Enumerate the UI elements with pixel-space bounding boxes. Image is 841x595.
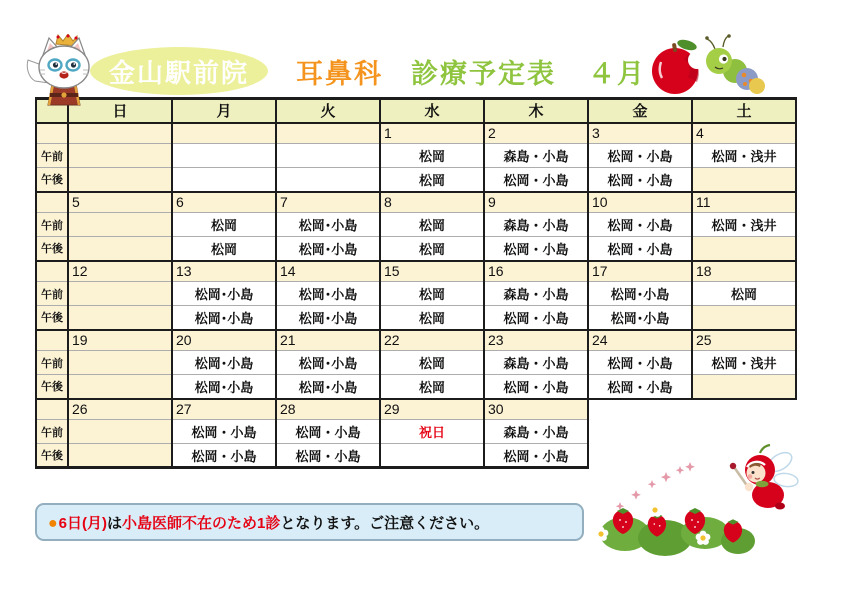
schedule-cell bbox=[692, 237, 796, 261]
date-cell: 13 bbox=[172, 261, 276, 282]
schedule-cell: 松岡･小島 bbox=[172, 375, 276, 399]
day-header-4: 木 bbox=[484, 99, 588, 123]
week-1-morning-row bbox=[36, 213, 796, 237]
schedule-cell: 松岡 bbox=[172, 237, 276, 261]
date-cell: 8 bbox=[380, 192, 484, 213]
schedule-cell: 松岡・小島 bbox=[588, 351, 692, 375]
date-cell: 4 bbox=[692, 123, 796, 144]
day-header-0: 日 bbox=[68, 99, 172, 123]
note-segment: ● bbox=[48, 514, 58, 532]
week-1-date-row bbox=[36, 192, 796, 213]
date-cell: 27 bbox=[172, 399, 276, 420]
date-cell: 5 bbox=[68, 192, 172, 213]
row-label-cell bbox=[36, 192, 68, 213]
date-cell: 17 bbox=[588, 261, 692, 282]
schedule-table-body bbox=[36, 99, 796, 468]
schedule-cell: 松岡･小島 bbox=[276, 237, 380, 261]
cat-king-mascot-icon bbox=[26, 34, 102, 106]
schedule-cell bbox=[692, 306, 796, 330]
schedule-cell: 松岡・小島 bbox=[276, 420, 380, 444]
row-label-cell bbox=[36, 261, 68, 282]
date-cell: 19 bbox=[68, 330, 172, 351]
strawberry-row-icon bbox=[593, 490, 758, 558]
schedule-cell: 松岡・小島 bbox=[484, 306, 588, 330]
schedule-cell bbox=[172, 144, 276, 168]
note-box bbox=[35, 503, 584, 541]
date-cell: 10 bbox=[588, 192, 692, 213]
date-cell: 22 bbox=[380, 330, 484, 351]
week-3-afternoon-row bbox=[36, 375, 796, 399]
date-cell bbox=[172, 123, 276, 144]
date-cell: 2 bbox=[484, 123, 588, 144]
schedule-cell: 松岡･小島 bbox=[588, 306, 692, 330]
schedule-table bbox=[35, 97, 797, 469]
schedule-cell: 松岡 bbox=[172, 213, 276, 237]
schedule-cell bbox=[692, 168, 796, 192]
schedule-cell bbox=[380, 444, 484, 468]
afternoon-label: 午後 bbox=[36, 306, 68, 330]
schedule-cell: 松岡 bbox=[380, 144, 484, 168]
schedule-cell bbox=[68, 375, 172, 399]
date-cell: 23 bbox=[484, 330, 588, 351]
schedule-cell: 松岡・小島 bbox=[588, 237, 692, 261]
schedule-cell: 松岡・小島 bbox=[484, 444, 588, 468]
date-cell: 26 bbox=[68, 399, 172, 420]
note-segment: 小島医師不在のため1診 bbox=[122, 514, 281, 532]
note-segment: 6日(月) bbox=[58, 514, 108, 532]
schedule-cell: 松岡・小島 bbox=[172, 444, 276, 468]
day-header-5: 金 bbox=[588, 99, 692, 123]
date-cell: 20 bbox=[172, 330, 276, 351]
week-0-date-row bbox=[36, 123, 796, 144]
clinic-name: 金山駅前院 bbox=[108, 57, 249, 88]
schedule-cell: 松岡 bbox=[380, 375, 484, 399]
schedule-cell: 松岡 bbox=[692, 282, 796, 306]
schedule-cell bbox=[68, 213, 172, 237]
date-cell: 24 bbox=[588, 330, 692, 351]
schedule-cell: 松岡･小島 bbox=[276, 306, 380, 330]
week-2-date-row bbox=[36, 261, 796, 282]
morning-label: 午前 bbox=[36, 351, 68, 375]
schedule-cell bbox=[68, 237, 172, 261]
note-text bbox=[48, 512, 489, 533]
date-cell: 1 bbox=[380, 123, 484, 144]
schedule-cell: 松岡・小島 bbox=[484, 168, 588, 192]
schedule-cell: 松岡･小島 bbox=[276, 375, 380, 399]
schedule-cell bbox=[68, 144, 172, 168]
date-cell bbox=[276, 123, 380, 144]
date-cell: 21 bbox=[276, 330, 380, 351]
date-cell: 25 bbox=[692, 330, 796, 351]
schedule-cell: 松岡・小島 bbox=[276, 444, 380, 468]
schedule-cell bbox=[68, 444, 172, 468]
date-cell bbox=[68, 123, 172, 144]
schedule-cell bbox=[68, 420, 172, 444]
note-segment: となります。ご注意ください。 bbox=[280, 514, 490, 532]
schedule-cell: 松岡・小島 bbox=[484, 375, 588, 399]
note-segment: は bbox=[107, 514, 123, 532]
afternoon-label: 午後 bbox=[36, 168, 68, 192]
week-0-morning-row bbox=[36, 144, 796, 168]
schedule-cell: 松岡･小島 bbox=[588, 282, 692, 306]
date-cell: 28 bbox=[276, 399, 380, 420]
day-header-1: 月 bbox=[172, 99, 276, 123]
row-label-cell bbox=[36, 123, 68, 144]
schedule-cell: 松岡・小島 bbox=[588, 144, 692, 168]
schedule-title: 診療予定表 bbox=[411, 59, 556, 89]
schedule-cell: 松岡・小島 bbox=[172, 420, 276, 444]
date-cell: 7 bbox=[276, 192, 380, 213]
morning-label: 午前 bbox=[36, 213, 68, 237]
afternoon-label: 午後 bbox=[36, 375, 68, 399]
schedule-cell: 松岡・浅井 bbox=[692, 351, 796, 375]
schedule-cell: 松岡 bbox=[380, 213, 484, 237]
row-label-cell bbox=[36, 399, 68, 420]
schedule-cell: 森島・小島 bbox=[484, 351, 588, 375]
schedule-cell: 松岡・小島 bbox=[588, 168, 692, 192]
week-2-morning-row bbox=[36, 282, 796, 306]
schedule-cell: 松岡 bbox=[380, 168, 484, 192]
week-0-afternoon-row bbox=[36, 168, 796, 192]
date-cell: 30 bbox=[484, 399, 588, 420]
schedule-cell: 松岡 bbox=[380, 306, 484, 330]
schedule-cell: 森島・小島 bbox=[484, 213, 588, 237]
schedule-cell bbox=[276, 144, 380, 168]
schedule-cell: 森島・小島 bbox=[484, 420, 588, 444]
schedule-cell: 森島・小島 bbox=[484, 144, 588, 168]
schedule-cell: 松岡･小島 bbox=[276, 351, 380, 375]
day-header-row bbox=[36, 99, 796, 123]
date-cell: 16 bbox=[484, 261, 588, 282]
day-header-3: 水 bbox=[380, 99, 484, 123]
schedule-cell: 松岡･小島 bbox=[276, 213, 380, 237]
schedule-cell: 松岡 bbox=[380, 351, 484, 375]
date-cell: 29 bbox=[380, 399, 484, 420]
schedule-cell bbox=[68, 306, 172, 330]
day-header-6: 土 bbox=[692, 99, 796, 123]
schedule-cell: 松岡・浅井 bbox=[692, 213, 796, 237]
schedule-cell bbox=[276, 168, 380, 192]
schedule-cell bbox=[68, 168, 172, 192]
date-cell: 15 bbox=[380, 261, 484, 282]
schedule-cell bbox=[692, 375, 796, 399]
month-title: ４月 bbox=[588, 59, 646, 89]
schedule-cell: 松岡 bbox=[380, 237, 484, 261]
page-title bbox=[296, 52, 646, 91]
clinic-name-badge bbox=[90, 47, 268, 95]
schedule-cell: 松岡･小島 bbox=[276, 282, 380, 306]
schedule-cell bbox=[68, 282, 172, 306]
schedule-cell bbox=[68, 351, 172, 375]
schedule-cell bbox=[172, 168, 276, 192]
schedule-cell: 松岡・小島 bbox=[484, 237, 588, 261]
date-cell: 18 bbox=[692, 261, 796, 282]
date-cell: 6 bbox=[172, 192, 276, 213]
schedule-cell: 松岡・小島 bbox=[588, 375, 692, 399]
date-cell: 11 bbox=[692, 192, 796, 213]
schedule-cell: 松岡･小島 bbox=[172, 351, 276, 375]
week-3-morning-row bbox=[36, 351, 796, 375]
week-1-afternoon-row bbox=[36, 237, 796, 261]
row-label-cell bbox=[36, 330, 68, 351]
week-2-afternoon-row bbox=[36, 306, 796, 330]
date-cell: 14 bbox=[276, 261, 380, 282]
morning-label: 午前 bbox=[36, 144, 68, 168]
morning-label: 午前 bbox=[36, 420, 68, 444]
schedule-cell: 祝日 bbox=[380, 420, 484, 444]
morning-label: 午前 bbox=[36, 282, 68, 306]
schedule-cell: 松岡・浅井 bbox=[692, 144, 796, 168]
date-cell: 9 bbox=[484, 192, 588, 213]
schedule-cell: 松岡･小島 bbox=[172, 306, 276, 330]
afternoon-label: 午後 bbox=[36, 444, 68, 468]
schedule-cell: 松岡･小島 bbox=[172, 282, 276, 306]
schedule-cell: 松岡 bbox=[380, 282, 484, 306]
apple-caterpillar-icon bbox=[645, 34, 765, 96]
department-title: 耳鼻科 bbox=[296, 59, 383, 89]
date-cell: 3 bbox=[588, 123, 692, 144]
schedule-cell: 森島・小島 bbox=[484, 282, 588, 306]
schedule-cell: 松岡・小島 bbox=[588, 213, 692, 237]
day-header-2: 火 bbox=[276, 99, 380, 123]
week-4-date-row bbox=[36, 399, 796, 420]
week-3-date-row bbox=[36, 330, 796, 351]
afternoon-label: 午後 bbox=[36, 237, 68, 261]
date-cell: 12 bbox=[68, 261, 172, 282]
